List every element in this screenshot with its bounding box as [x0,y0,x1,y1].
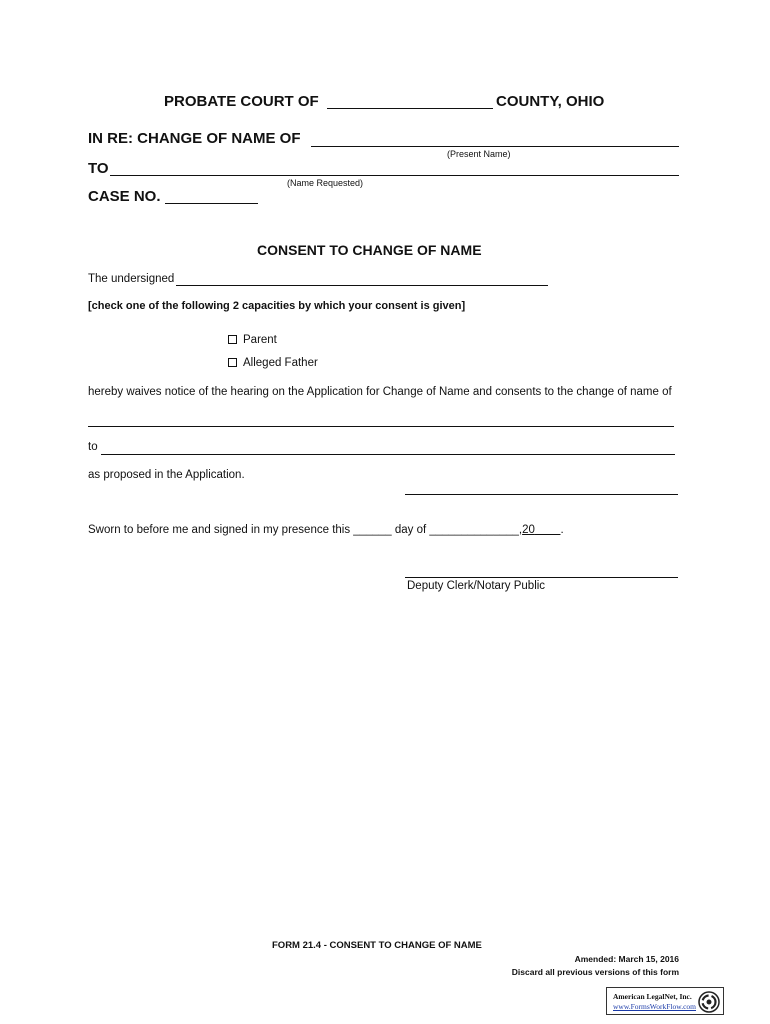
notary-caption: Deputy Clerk/Notary Public [407,580,546,592]
footer-discard: Discard all previous versions of this form [511,967,679,977]
county-suffix: COUNTY, OHIO [496,93,605,110]
year-period: . [560,524,564,536]
proposed-text: as proposed in the Application. [88,469,245,481]
in-re-label: IN RE: CHANGE OF NAME OF [88,130,301,147]
option-parent[interactable] [228,334,277,346]
present-name-caption: (Present Name) [447,149,511,159]
footer-amended: Amended: March 15, 2016 [574,954,679,964]
alleged-father-label: Alleged Father [243,357,318,369]
to-label: TO [88,160,109,177]
present-name-blank[interactable] [311,146,679,147]
capacity-instruction: [check one of the following 2 capacities by which your consent is given] [88,300,466,312]
name-requested-caption: (Name Requested) [287,178,364,188]
notary-signature-line[interactable] [405,577,678,578]
parent-label: Parent [243,334,277,346]
sworn-statement [88,524,564,536]
publisher-url[interactable]: www.FormsWorkFlow.com [613,1002,697,1011]
parent-checkbox[interactable] [228,335,237,344]
sworn-text: Sworn to before me and signed in my presence this ______ day of ______________, [88,524,523,536]
case-no-blank[interactable] [165,203,258,204]
court-label: PROBATE COURT OF [164,93,319,110]
undersigned-label: The undersigned [88,273,175,285]
child-name-blank[interactable] [88,426,674,427]
footer-form-title: FORM 21.4 - CONSENT TO CHANGE OF NAME [272,940,482,951]
new-name-blank[interactable] [101,454,675,455]
waiver-text: hereby waives notice of the hearing on the Application for Change of Name and consents to the change of name of [88,386,672,398]
to-inline-label: to [88,441,98,453]
alleged-father-checkbox[interactable] [228,358,237,367]
publisher-logo-icon [698,991,720,1018]
name-requested-blank[interactable] [110,175,679,176]
option-alleged-father[interactable] [228,357,318,369]
publisher-stamp[interactable] [606,987,724,1015]
year-field[interactable]: 20 [522,524,535,536]
consenter-signature-line[interactable] [405,494,678,495]
form-title: CONSENT TO CHANGE OF NAME [257,242,482,258]
case-no-label: CASE NO. [88,188,161,205]
county-blank[interactable] [327,108,493,109]
undersigned-blank[interactable] [176,285,548,286]
publisher-name: American LegalNet, Inc. [613,992,692,1001]
